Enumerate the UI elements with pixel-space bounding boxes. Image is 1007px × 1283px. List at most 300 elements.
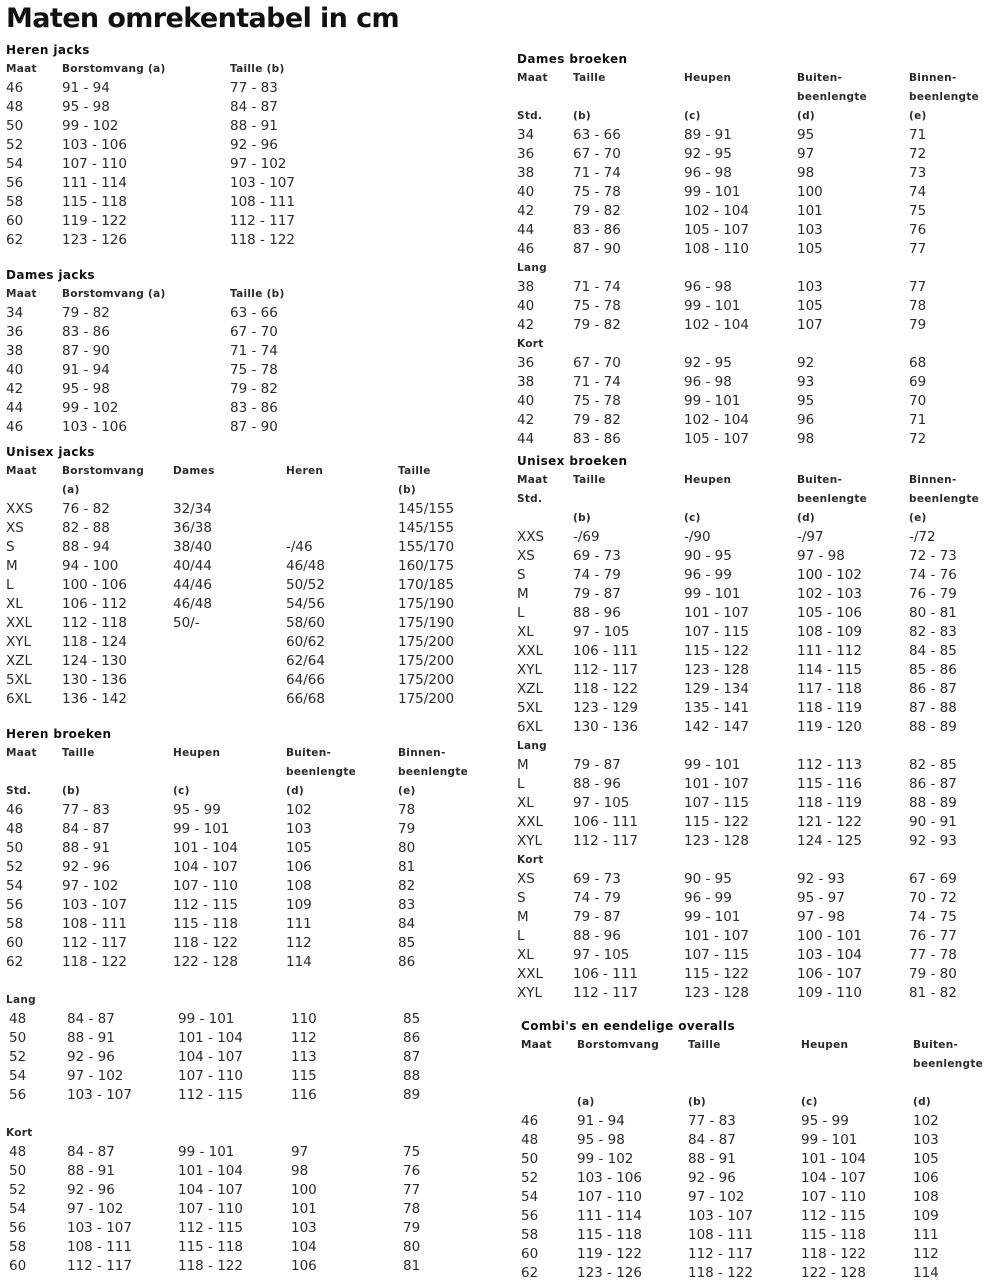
col2-cell: Taille (573, 72, 606, 84)
col3-cell: 101 - 104 (178, 1163, 243, 1179)
col4-cell: (d) (797, 110, 816, 122)
col2-cell: 74 - 79 (573, 567, 621, 583)
col4-cell: 106 (286, 859, 312, 875)
col4-cell: Buiten- (797, 474, 843, 486)
col5-cell: 78 (403, 1201, 421, 1217)
col2-cell: 124 - 130 (62, 653, 127, 669)
size-cell: L (6, 577, 14, 593)
col4-cell: 116 (291, 1087, 317, 1103)
table-row (517, 145, 927, 164)
col2-cell: 79 - 82 (573, 412, 621, 428)
col4-cell: (d) (797, 512, 816, 524)
col5-cell: 160/175 (398, 558, 455, 574)
size-cell: Kort (517, 854, 544, 866)
table-row (517, 889, 957, 908)
table-row (6, 399, 278, 418)
col4-cell: Buiten- (797, 72, 843, 84)
col5-cell: 81 (398, 859, 416, 875)
col2-cell: 79 - 82 (573, 203, 621, 219)
col4-cell: 118 - 119 (797, 795, 862, 811)
col4-cell: 115 (291, 1068, 317, 1084)
col5-cell: beenlengte (909, 493, 980, 505)
col3-cell: 99 - 101 (178, 1011, 235, 1027)
col3-cell: 99 - 101 (684, 586, 741, 602)
col5-cell: 80 (403, 1239, 421, 1255)
col4-cell: 101 (797, 203, 823, 219)
col5-cell: 67 - 69 (909, 871, 957, 887)
table-row (517, 984, 957, 1003)
size-cell: 56 (6, 175, 24, 191)
col5-cell: 77 (909, 241, 927, 257)
table-header-row (517, 69, 957, 88)
col2-cell: 136 - 142 (62, 691, 127, 707)
col2-cell: 88 - 96 (573, 776, 621, 792)
col4-cell: 105 (797, 241, 823, 257)
col4-cell: 111 (286, 916, 312, 932)
col3-cell: 107 - 115 (684, 795, 749, 811)
table-row (517, 566, 957, 585)
col4-cell: 105 - 106 (797, 605, 862, 621)
col5-cell: 82 (398, 878, 416, 894)
table-subheading (517, 851, 627, 870)
table-row (6, 538, 455, 557)
unisex-jacks-table (6, 443, 455, 709)
col2-cell: 84 - 87 (62, 821, 110, 837)
col2-cell: 106 - 111 (573, 643, 638, 659)
col2-cell: 95 - 98 (577, 1132, 625, 1148)
col2-cell: 83 - 86 (62, 324, 110, 340)
col2-cell: 91 - 94 (62, 362, 110, 378)
col2-cell: 112 - 117 (573, 662, 638, 678)
col5-cell: 111 (913, 1227, 939, 1243)
table-row (517, 813, 957, 832)
table-row (6, 136, 278, 155)
table-row (521, 1264, 939, 1283)
col2-cell: 83 - 86 (573, 431, 621, 447)
size-cell: 44 (517, 222, 535, 238)
table-row (6, 934, 416, 953)
col5-cell: 74 (909, 184, 927, 200)
col2-cell: 99 - 102 (62, 400, 119, 416)
combis-overalls-table (521, 1017, 984, 1283)
col4-cell: 113 (291, 1049, 317, 1065)
size-cell: S (6, 539, 15, 555)
col3-cell: 99 - 101 (178, 1144, 235, 1160)
col5-cell: Binnen- (909, 72, 957, 84)
size-cell: 46 (517, 241, 535, 257)
table-row (517, 775, 957, 794)
col3-cell: 118 - 122 (178, 1258, 243, 1274)
col4-cell: 101 (291, 1201, 317, 1217)
size-cell: 52 (521, 1170, 539, 1186)
col4-cell: 66/68 (286, 691, 325, 707)
col4-cell: 97 - 98 (797, 909, 845, 925)
col4-cell: 58/60 (286, 615, 325, 631)
col3-cell: 122 - 128 (173, 954, 238, 970)
col2-cell: 88 - 94 (62, 539, 110, 555)
table-row (6, 633, 455, 652)
col4-cell: 107 - 110 (801, 1189, 866, 1205)
col5-cell: 175/190 (398, 596, 455, 612)
col4-cell: 121 - 122 (797, 814, 862, 830)
table-header-row (521, 1093, 932, 1112)
col4-cell: 98 (291, 1163, 309, 1179)
col3-cell: Heupen (684, 474, 732, 486)
col2-cell: 123 - 126 (62, 232, 127, 248)
col4-cell: 103 - 104 (797, 947, 862, 963)
table-row (6, 896, 416, 915)
size-cell: 34 (517, 127, 535, 143)
col2-cell: 130 - 136 (573, 719, 638, 735)
table-row (6, 1067, 421, 1086)
section-title: Dames broeken (517, 52, 628, 66)
col4-cell: 103 (797, 279, 823, 295)
col3-cell: 105 - 107 (684, 431, 749, 447)
col2-cell: (a) (62, 484, 80, 496)
col4-cell: 103 (797, 222, 823, 238)
table-header-row (6, 744, 446, 763)
col3-cell: 115 - 118 (178, 1239, 243, 1255)
col4-cell: Buiten- (286, 747, 332, 759)
table-header-row (6, 285, 285, 304)
col2-cell: 99 - 102 (62, 118, 119, 134)
col2-cell: Borstomvang (a) (62, 63, 166, 75)
size-cell: 54 (521, 1189, 539, 1205)
size-cell: 40 (517, 184, 535, 200)
table-row (517, 278, 927, 297)
col5-cell: 145/155 (398, 520, 455, 536)
table-row (517, 642, 957, 661)
col4-cell: -/46 (286, 539, 313, 555)
dames-jacks-table (6, 266, 285, 437)
col5-cell: 175/200 (398, 653, 455, 669)
col5-cell: 88 - 89 (909, 795, 957, 811)
col4-cell: 60/62 (286, 634, 325, 650)
col3-cell: 101 - 104 (178, 1030, 243, 1046)
col3-cell: 103 - 107 (688, 1208, 753, 1224)
col2-cell: 79 - 87 (573, 909, 621, 925)
col4-cell: 110 (291, 1011, 317, 1027)
col3-cell: 99 - 101 (684, 393, 741, 409)
table-row (517, 354, 927, 373)
table-row (517, 585, 957, 604)
col5-cell: 75 (909, 203, 927, 219)
col4-cell: 100 (291, 1182, 317, 1198)
col2-cell: 112 - 117 (62, 935, 127, 951)
col5-cell: 88 - 89 (909, 719, 957, 735)
dames-broeken-table (517, 50, 980, 449)
table-row (6, 500, 455, 519)
table-header-row (6, 481, 417, 500)
size-cell: 54 (6, 156, 24, 172)
col3-cell: Taille (b) (230, 63, 285, 75)
table-row (6, 801, 416, 820)
size-cell: 52 (9, 1049, 27, 1065)
col4-cell: 54/56 (286, 596, 325, 612)
col3-cell: 77 - 83 (688, 1113, 736, 1129)
col5-cell: 69 (909, 374, 927, 390)
col2-cell: 95 - 98 (62, 99, 110, 115)
col3-cell: Heupen (684, 72, 732, 84)
col2-cell: 103 - 107 (67, 1220, 132, 1236)
size-cell: 50 (9, 1163, 27, 1179)
table-subheading (517, 335, 627, 354)
table-row (6, 671, 455, 690)
col5-cell: 175/200 (398, 691, 455, 707)
col3-cell: 92 - 95 (684, 355, 732, 371)
table-row (6, 576, 455, 595)
col3-cell: Taille (688, 1039, 721, 1051)
col5-cell: 82 - 83 (909, 624, 957, 640)
table-row (6, 342, 278, 361)
table-subheading (517, 737, 627, 756)
col5-cell: 74 - 76 (909, 567, 957, 583)
col3-cell: (c) (684, 512, 701, 524)
size-cell: XZL (6, 653, 33, 669)
col2-cell: 88 - 96 (573, 928, 621, 944)
col2-cell: 63 - 66 (573, 127, 621, 143)
col2-cell: 97 - 105 (573, 947, 630, 963)
size-cell: Lang (6, 994, 36, 1006)
col4-cell: 92 - 93 (797, 871, 845, 887)
table-spacer (521, 1074, 735, 1093)
col2-cell: 115 - 118 (577, 1227, 642, 1243)
size-cell: 36 (517, 355, 535, 371)
col2-cell: 67 - 70 (573, 146, 621, 162)
table-row (517, 392, 927, 411)
col2-cell: 111 - 114 (62, 175, 127, 191)
size-cell: 44 (6, 400, 24, 416)
col5-cell: 175/200 (398, 672, 455, 688)
col2-cell: 107 - 110 (62, 156, 127, 172)
col5-cell: 85 - 86 (909, 662, 957, 678)
col5-cell: 79 - 80 (909, 966, 957, 982)
col5-cell: 170/185 (398, 577, 455, 593)
table-header-row (521, 1055, 984, 1074)
col4-cell: 112 (286, 935, 312, 951)
table-row (6, 212, 295, 231)
col2-cell: 91 - 94 (577, 1113, 625, 1129)
size-cell: XYL (517, 662, 543, 678)
col3-cell: 102 - 104 (684, 412, 749, 428)
size-cell: 56 (521, 1208, 539, 1224)
table-row (6, 1238, 421, 1257)
col2-cell: 103 - 107 (67, 1087, 132, 1103)
table-row (517, 373, 927, 392)
size-cell: M (517, 586, 529, 602)
table-row (6, 519, 455, 538)
col2-cell: 83 - 86 (573, 222, 621, 238)
col5-cell: (e) (909, 512, 927, 524)
col3-cell: 99 - 101 (684, 757, 741, 773)
col4-cell: 119 - 120 (797, 719, 862, 735)
table-row (517, 604, 957, 623)
col2-cell: 103 - 106 (62, 419, 127, 435)
col2-cell: 118 - 122 (573, 681, 638, 697)
size-cell: Maat (6, 288, 37, 300)
col5-cell: Binnen- (909, 474, 957, 486)
col5-cell: 70 (909, 393, 927, 409)
col2-cell: 97 - 105 (573, 624, 630, 640)
col2-cell: 106 - 111 (573, 966, 638, 982)
col2-cell: 112 - 117 (67, 1258, 132, 1274)
size-cell: 38 (517, 165, 535, 181)
col5-cell: 76 - 79 (909, 586, 957, 602)
col2-cell: 69 - 73 (573, 548, 621, 564)
col3-cell: 112 - 117 (688, 1246, 753, 1262)
table-row (6, 1257, 421, 1276)
col5-cell: 72 - 73 (909, 548, 957, 564)
table-row (517, 718, 957, 737)
size-cell: 50 (9, 1030, 27, 1046)
col4-cell: beenlengte (797, 493, 868, 505)
col5-cell: beenlengte (913, 1058, 984, 1070)
table-row (521, 1245, 939, 1264)
table-header-row (6, 462, 431, 481)
heren-jacks-table (6, 41, 295, 250)
col5-cell: 112 (913, 1246, 939, 1262)
col2-cell: Taille (573, 474, 606, 486)
size-cell: XXL (517, 814, 544, 830)
size-cell: 38 (517, 374, 535, 390)
col2-cell: 119 - 122 (577, 1246, 642, 1262)
col4-cell: 124 - 125 (797, 833, 862, 849)
table-row (517, 297, 927, 316)
col2-cell: -/69 (573, 529, 600, 545)
col5-cell: 106 (913, 1170, 939, 1186)
col5-cell: 76 (403, 1163, 421, 1179)
size-cell: 38 (517, 279, 535, 295)
col2-cell: 71 - 74 (573, 279, 621, 295)
col3-cell: 115 - 118 (173, 916, 238, 932)
size-cell: 40 (6, 362, 24, 378)
col4-cell: 112 - 113 (797, 757, 862, 773)
table-row (517, 623, 957, 642)
col2-cell: 87 - 90 (62, 343, 110, 359)
col3-cell: 123 - 128 (684, 833, 749, 849)
col2-cell: 103 - 106 (62, 137, 127, 153)
size-cell: 40 (517, 298, 535, 314)
size-cell: 44 (517, 431, 535, 447)
col2-cell: 94 - 100 (62, 558, 119, 574)
table-row (6, 1086, 421, 1105)
table-row (517, 430, 927, 449)
size-cell: 34 (6, 305, 24, 321)
col3-cell: 101 - 107 (684, 605, 749, 621)
size-cell: 56 (6, 897, 24, 913)
size-cell: XXL (517, 643, 544, 659)
size-cell: 48 (6, 99, 24, 115)
table-header-row (517, 490, 980, 509)
col2-cell: 103 - 106 (577, 1170, 642, 1186)
col3-cell: 107 - 110 (178, 1201, 243, 1217)
col5-cell: 71 (909, 127, 927, 143)
col4-cell: 95 - 97 (797, 890, 845, 906)
size-cell: 62 (6, 232, 24, 248)
col4-cell: 64/66 (286, 672, 325, 688)
col2-cell: 92 - 96 (67, 1182, 115, 1198)
col5-cell: 77 (909, 279, 927, 295)
col3-cell: (b) (688, 1096, 707, 1108)
col4-cell: 118 - 122 (801, 1246, 866, 1262)
col4-cell: 104 - 107 (801, 1170, 866, 1186)
col3-cell: 50/- (173, 615, 200, 631)
col3-cell: 96 - 99 (684, 567, 732, 583)
col4-cell: 97 (797, 146, 815, 162)
col3-cell: 101 - 107 (684, 928, 749, 944)
size-cell: 60 (521, 1246, 539, 1262)
size-cell: M (517, 757, 529, 773)
col4-cell: 104 (291, 1239, 317, 1255)
col5-cell: 103 (913, 1132, 939, 1148)
col3-cell: 135 - 141 (684, 700, 749, 716)
table-row (6, 174, 295, 193)
size-cell: XL (6, 596, 23, 612)
col2-cell: 112 - 118 (62, 615, 127, 631)
col2-cell: 97 - 105 (573, 795, 630, 811)
col2-cell: (b) (573, 512, 592, 524)
col2-cell: 108 - 111 (62, 916, 127, 932)
table-row (6, 380, 278, 399)
table-row (6, 231, 295, 250)
table-subheading (517, 259, 627, 278)
col5-cell: 86 - 87 (909, 776, 957, 792)
col2-cell: 112 - 117 (573, 985, 638, 1001)
col2-cell: Borstomvang (577, 1039, 660, 1051)
col2-cell: 108 - 111 (67, 1239, 132, 1255)
size-cell: XS (6, 520, 24, 536)
col5-cell: 71 (909, 412, 927, 428)
col3-cell: 90 - 95 (684, 871, 732, 887)
table-row (6, 595, 455, 614)
col2-cell: 111 - 114 (577, 1208, 642, 1224)
size-cell: S (517, 890, 526, 906)
col3-cell: 115 - 122 (684, 966, 749, 982)
col3-cell: Taille (b) (230, 288, 285, 300)
col5-cell: 90 - 91 (909, 814, 957, 830)
col4-cell: 62/64 (286, 653, 325, 669)
size-cell: 42 (517, 412, 535, 428)
col4-cell: 112 (291, 1030, 317, 1046)
table-row (6, 858, 416, 877)
size-cell: 60 (6, 935, 24, 951)
col2-cell: 118 - 124 (62, 634, 127, 650)
col5-cell: 89 (403, 1087, 421, 1103)
col4-cell: 103 (286, 821, 312, 837)
col5-cell: 76 (909, 222, 927, 238)
size-cell: Maat (6, 63, 37, 75)
size-cell: 46 (6, 419, 24, 435)
col2-cell: 106 - 112 (62, 596, 127, 612)
table-row (521, 1207, 939, 1226)
col3-cell: 108 - 111 (688, 1227, 753, 1243)
table-row (6, 117, 278, 136)
col3-cell: 99 - 101 (684, 909, 741, 925)
table-header-row (517, 107, 927, 126)
col5-cell: 86 (398, 954, 416, 970)
col3-cell: 103 - 107 (230, 175, 295, 191)
table-row (6, 155, 287, 174)
table-row (6, 1048, 421, 1067)
col5-cell: 86 - 87 (909, 681, 957, 697)
table-row (6, 193, 295, 212)
col3-cell: 97 - 102 (230, 156, 287, 172)
col4-cell: -/97 (797, 529, 824, 545)
table-row (6, 1029, 421, 1048)
col3-cell: 97 - 102 (688, 1189, 745, 1205)
col3-cell: 108 - 110 (684, 241, 749, 257)
table-row (517, 202, 927, 221)
